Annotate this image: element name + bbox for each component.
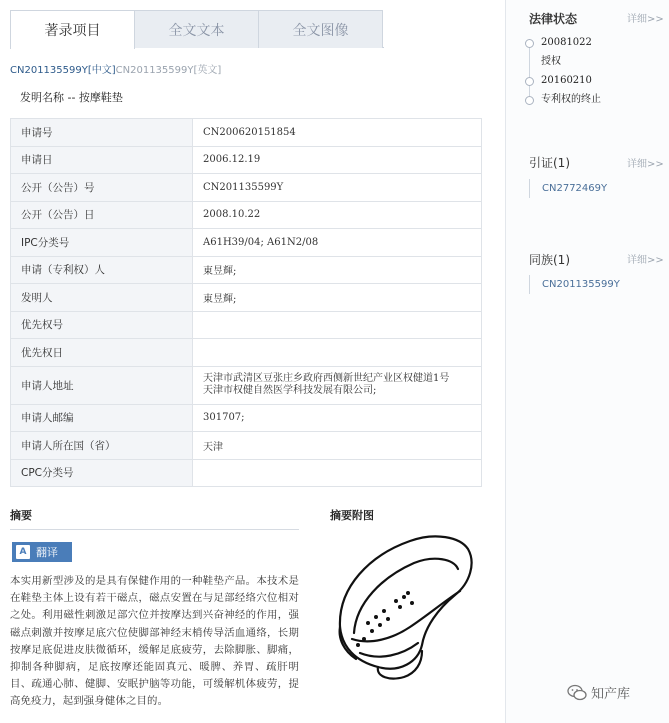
table-row (11, 174, 482, 202)
publication-en-link[interactable]: CN201135599Y[英文] (115, 65, 222, 76)
field-value: CN201135599Y (193, 174, 482, 202)
family-link[interactable]: CN201135599Y (529, 275, 649, 294)
family-heading: 同族(1) (529, 253, 570, 267)
citations-heading: 引证(1) (529, 156, 570, 170)
table-row (11, 229, 482, 257)
field-value (193, 311, 482, 339)
timeline-date: 20081022 (524, 33, 664, 52)
timeline-dot-icon (525, 39, 534, 48)
family-more-link[interactable]: 详细>> (627, 255, 664, 266)
field-label: IPC分类号 (11, 229, 193, 257)
translate-button[interactable] (12, 542, 72, 562)
translate-icon: A (16, 545, 30, 559)
field-value: 東昱輝; (193, 256, 482, 284)
legal-status-heading: 法律状态 (529, 12, 578, 26)
abstract-figure[interactable] (330, 527, 480, 687)
field-value (193, 339, 482, 367)
wechat-icon (567, 684, 587, 702)
timeline-dot-icon (525, 77, 534, 86)
table-row (11, 339, 482, 367)
timeline-date: 20160210 (524, 71, 664, 90)
field-label: 申请人地址 (11, 366, 193, 404)
field-value: CN200620151854 (193, 119, 482, 147)
insole-drawing (330, 527, 480, 687)
citations-more-link[interactable]: 详细>> (627, 159, 664, 170)
field-value: A61H39/04; A61N2/08 (193, 229, 482, 257)
invention-title: 发明名称 -- 按摩鞋垫 (20, 91, 123, 104)
table-row (11, 366, 482, 404)
table-row (11, 119, 482, 147)
field-label: 发明人 (11, 284, 193, 312)
table-row (11, 311, 482, 339)
field-value (193, 459, 482, 487)
table-row (11, 404, 482, 432)
field-label: CPC分类号 (11, 459, 193, 487)
field-label: 公开（公告）日 (11, 201, 193, 229)
publication-cn-link[interactable]: CN201135599Y[中文] (10, 65, 116, 76)
legal-status-more-link[interactable]: 详细>> (627, 14, 664, 25)
timeline-status: 授权 (541, 56, 561, 67)
field-value: 2006.12.19 (193, 146, 482, 174)
field-value: 東昱輝; (193, 284, 482, 312)
table-row (11, 201, 482, 229)
field-label: 优先权日 (11, 339, 193, 367)
table-row (11, 432, 482, 460)
translate-label: 翻译 (36, 546, 58, 559)
field-label: 申请（专利权）人 (11, 256, 193, 284)
field-value: 2008.10.22 (193, 201, 482, 229)
field-label: 申请人邮编 (11, 404, 193, 432)
field-value (193, 366, 482, 404)
abstract-heading: 摘要 (10, 507, 299, 530)
table-row (11, 459, 482, 487)
table-row (11, 284, 482, 312)
watermark-text: 知产库 (591, 687, 631, 702)
address-line: 天津市权健自然医学科技发展有限公司; (203, 385, 377, 396)
field-label: 申请日 (11, 146, 193, 174)
watermark (567, 683, 630, 702)
tab-bibliographic[interactable]: 著录项目 (10, 10, 135, 49)
tab-fullimage[interactable]: 全文图像 (258, 10, 383, 48)
right-sidebar (505, 0, 669, 723)
abstract-text: 本实用新型涉及的是具有保健作用的一种鞋垫产品。本技术是在鞋垫主体上设有若干磁点，磁点安置在与足部经络穴位相对之处。利用磁性刺激足部穴位并按摩达到兴奋神经的作用，强磁点刺激并按摩足底穴位使脚部神经末梢传导活血通络，长期按摩足底促进皮肤微循环，缓解足底疲劳，去除脚胀、脚痛，抑制各种脚病，足底按摩还能固真元、暖脾、养胃、疏肝明目、疏通心肺、健脚、安眠护脑等功能，可缓解机体疲劳，提高免疫力，起到强身健体之目的。 (10, 575, 299, 708)
citation-link[interactable]: CN2772469Y (529, 179, 649, 198)
timeline-status: 专利权的终止 (524, 90, 664, 109)
field-label: 申请人所在国（省） (11, 432, 193, 460)
field-label: 申请号 (11, 119, 193, 147)
tab-fulltext[interactable]: 全文文本 (134, 10, 259, 48)
field-label: 公开（公告）号 (11, 174, 193, 202)
address-line: 天津市武清区豆张庄乡政府西侧新世纪产业区权健道1号 (203, 373, 450, 384)
field-value: 301707; (193, 404, 482, 432)
legal-status-timeline (524, 33, 664, 109)
field-value: 天津 (193, 432, 482, 460)
figure-heading: 摘要附图 (330, 509, 374, 522)
timeline-dot-icon (525, 96, 534, 105)
publication-links (10, 61, 221, 76)
bibliographic-table (10, 118, 482, 487)
table-row (11, 256, 482, 284)
table-row (11, 146, 482, 174)
field-label: 优先权号 (11, 311, 193, 339)
tab-bar (10, 10, 384, 48)
